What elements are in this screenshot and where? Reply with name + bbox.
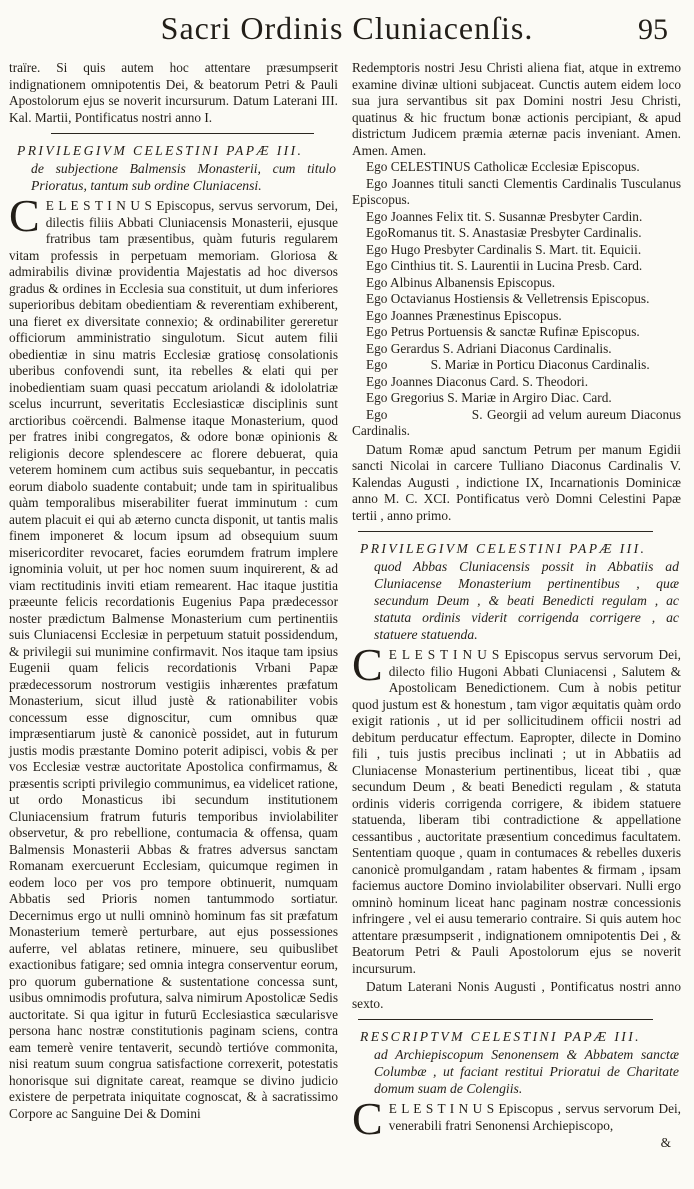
privilege2-body bbox=[352, 639, 681, 977]
signature-line: Ego Joannes Prænestinus Episcopus. bbox=[366, 307, 562, 323]
drop-cap-initial: C bbox=[9, 190, 40, 241]
privilege1-body-text: E L E S T I N U S Episcopus, servus servorum, Dei, dilectis filiis Abbati Cluniacensis Monasterii, ejusque fratribus tam præsentibus, quàm futuris regularem vitam professis in perpetuam memoriam. Gloriosa & admirabilis divinæ providentia Majestatis ad hoc diversos gradus & ordines in Ecclesia sua constituit, ut dum inferiores superioribus debitam obedientiam & reverentiam exhiberent, una fieret ex diversitate connexio; & ordinabiliter gereretur officiorum amministratio singulotum. Sicut autem filii obedientiæ in sinu matris Ecclesiæ gratiosę consolationis uberibus confovendi sunt, ita rebelles & elati qui per inobedientiam suam quasi peccatum ariolandi & idololatriæ scelus incurrunt, severitatis Ecclesiasticæ disciplinis sunt arctioribus coërcendi. Balmense itaque Monasterium, quod per fratres inibi congregatos, & odore bonæ opinionis & religionis decore splendescere ac florere debuerat, quia veterem hominem cum actibus suis sequebantur, in peccatis eorum diabolo suadente contabuit; unde tam in spiritualibus quàm temporalibus miserabiliter fuerat imminutum : cum autem placuit ei qui ab æterno cuncta disponit, ut tantis malis finem imponeret & locum ipsum ad obsequium suum misericorditer revocaret, facies eorumdem fratrum implere ignominia voluit, ut per hoc nomen suum inquirerent, & ad viam rectitudinis inviti etiam remearent. Hac itaque justitia præeunte felicis recordationis Eugenius Papa prædecessor noster prædictum Balmense Monasterium cum pertinentiis suis Cluniacensi Ecclesiæ in perpetuum statuit possidendum, & privilegii sui munimine confirmavit. Nos itaque tam ipsius Eugenii quam felicis recordationis Vrbani Papæ prædecessorum nostrorum vestigiis inhærentes præfatum Monasterium, sicut illud justè & rationabiliter vobis concessum esse dignoscitur, cum omnibus quæ impræsentiarum justè & canonicè possidet, aut in futurum justis modis præstante Domino poterit adipisci, vobis & per vos Ecclesiæ vestræ auctoritate Apostolica confirmamus, & præsentis scripti privilegio communimus, ea videlicet ratione, ut ordo Monasticus ibi secundum institutionem Cluniacensium fratrum futuris temporibus inviolabiliter observetur, & pro rebellione, contumacia & offensa, quam Balmensis Monasterii Abbas & fratres adversus sanctam Romanam exercuerunt Ecclesiam, quicumque regimen in eodem loco per vos pro tempore obtinuerit, numquam Abbatis sed Prioris nomen tantummodo sortiatur. Decernimus ergo ut nulli omninò hominum fas sit præfatum Monasterium temerè perturbare, aut ejus possessiones auferre, vel ablatas retinere, minuere, seu quibuslibet exactionibus fatigare; sed omnia integra conserventur eorum, pro quorum gubernatione & sustentatione concessa sunt, usibus omnimodis profutura, salva nimirum Apostolicæ Sedis auctoritate. Si qua igitur in futurū Ecclesiastica sæcularisve persona hanc nostræ constitutionis paginam sciens, contra eam temerè venire tentaverit, secundò tertióve commonita, nisi reatum suum congrua satisfactione correxerit, potestatis honorisque sui dignitate careat, reamque se divino judicio existere de perpetrata iniquitate cognoscat, & à sacratissimo Corpore ac Sanguine Dei & Domini bbox=[9, 198, 338, 1121]
signature-line: Ego Cinthius tit. S. Laurentii in Lucina Presb. Card. bbox=[366, 258, 643, 273]
privilege1-heading-caps: PRIVILEGIVM CELESTINI PAPÆ III. bbox=[17, 143, 304, 158]
signature-line: Ego Gerardus S. Adriani Diaconus Cardinalis. bbox=[366, 340, 612, 356]
signature-line: Ego Joannes Felix tit. S. Susannæ Presbyter Cardin. bbox=[366, 208, 643, 224]
signature-line: Ego Octavianus Hostiensis & Velletrensis Episcopus. bbox=[366, 291, 650, 306]
rescript-heading-caps: RESCRIPTVM CELESTINI PAPÆ III. bbox=[360, 1029, 641, 1044]
running-title: Sacri Ordinis Cluniacenſis. bbox=[160, 10, 534, 46]
right-column bbox=[352, 60, 681, 1152]
left-column bbox=[9, 60, 338, 1152]
rescript-body-text: E L E S T I N U S Episcopus , servus servorum Dei, venerabili fratri Senonensi Archiepiscopo, bbox=[388, 1101, 681, 1133]
rescript-heading bbox=[352, 1028, 681, 1097]
signature-line: Ego Hugo Presbyter Cardinalis S. Mart. tit. Equicii. bbox=[366, 241, 642, 257]
privilege2-heading-caps: PRIVILEGIVM CELESTINI PAPÆ III. bbox=[360, 541, 647, 556]
section-divider bbox=[358, 1019, 653, 1020]
privilege2-heading bbox=[352, 540, 681, 643]
section-divider bbox=[51, 133, 314, 134]
datum-paragraph: Datum Laterani Nonis Augusti , Pontificatus nostri anno sexto. bbox=[352, 979, 681, 1011]
paragraph-continuation: traïre. Si quis autem hoc attentare præsumpserit indignationem omnipotentis Dei, & beatorum Petri & Pauli Apostolorum ejus se noverit incursurum. Datum Laterani III. Kal. Martii, Pontificatus nostri anno I. bbox=[9, 60, 338, 125]
drop-cap-initial: C bbox=[352, 639, 383, 690]
drop-cap-initial: C bbox=[352, 1093, 383, 1144]
page-header bbox=[0, 0, 694, 58]
signature-line: EgoRomanus tit. S. Anastasiæ Presbyter Cardinalis. bbox=[366, 225, 642, 240]
section-divider bbox=[358, 531, 653, 532]
signature-line: Ego Petrus Portuensis & sanctæ Rufinæ Episcopus. bbox=[366, 324, 640, 339]
two-column-layout bbox=[0, 60, 694, 1152]
rescript-body bbox=[352, 1093, 681, 1144]
signature-line: Ego CELESTINUS Catholicæ Ecclesiæ Episcopus. bbox=[366, 159, 640, 174]
signature-line: Ego Joannes Diaconus Card. S. Theodori. bbox=[366, 373, 589, 389]
paragraph-continuation: Redemptoris nostri Jesu Christi aliena fiat, atque in extremo examine divinæ ultioni subjaceat. Cunctis autem eidem loco sua jura servantibus sit pax Domini nostri Jesu Christi, quatinus & hic fructum bonæ actionis percipiant, & apud districtum Judicem præmia æternæ pacis inveniant. Amen. Amen. Amen. bbox=[352, 60, 681, 158]
signature-line: Ego Gregorius S. Mariæ in Argiro Diac. Card. bbox=[366, 390, 612, 405]
privilege1-heading-subtitle: de subjectione Balmensis Monasterii, cum titulo Prioratus, tantum sub ordine Cluniacensi. bbox=[31, 161, 336, 193]
signature-line: Ego Joannes tituli sancti Clementis Cardinalis Tusculanus Episcopus. bbox=[352, 175, 681, 207]
signature-line: Ego S. Georgii ad velum aureum Diaconus Cardinalis. bbox=[352, 406, 681, 438]
rescript-heading-subtitle: ad Archiepiscopum Senonensem & Abbatem sanctæ Columbæ , ut faciant restitui Prioratui de Charitate domum suam de Colengiis. bbox=[374, 1047, 679, 1096]
signature-line: Ego S. Mariæ in Porticu Diaconus Cardinalis. bbox=[366, 357, 650, 372]
catchword: & bbox=[660, 1135, 671, 1150]
privilege2-body-text: E L E S T I N U S Episcopus servus servorum Dei, dilecto filio Hugoni Abbati Cluniacensi , Salutem & Apostolicam Benedictionem. Cum à nobis petitur quod justum est & honestum , tam vigor æquitatis quàm ordo exigit rationis , ut id per sollicitudinem officii nostri ad debitum perducatur effectum. Eapropter, dilecte in Domino fili , tuis justis precibus inclinati ; ut in Abbatiis ad Cluniacense Monasterium pertinentibus, liceat tibi , quæ secundum Deum , & beati Benedicti regulam , & statuta ordinis videris corrigenda corrigere, & ibidem statuere statuenda, liberam tibi contradictione & appellatione cessantibus , auctoritate præsentium concedimus facultatem. Sententiam quoque , quam in contumaces & rebelles duxeris canonicè promulgandam , ratam habentes & firmam , ipsam faciemus auctore Domino inviolabiliter observari. Nulli ergo omninò hominum liceat hanc paginam nostræ concessionis infringere , vel ei ausu temerario contraire. Si quis autem hoc attentare præsumpserit , indignationem omnipotentis Dei , & Beatorum Petri & Pauli Apostolorum ejus se noverit incursurum. bbox=[352, 647, 681, 976]
privilege2-heading-subtitle: quod Abbas Cluniacensis possit in Abbatiis ad Cluniacense Monasterium pertinentibus , quæ secundum Deum , & beati Benedicti regulam , ac statuta ordinis viderit corrigenda corrigere , ac statuere statuenda. bbox=[374, 559, 679, 642]
datum-paragraph: Datum Romæ apud sanctum Petrum per manum Egidii sancti Nicolai in carcere Tulliano Diaconus Cardinalis V. Kalendas Augusti , indictione IX, Incarnationis Dominicæ anno M. C. XCI. Pontificatus verò Domni Celestini Papæ tertii , anno primo. bbox=[352, 441, 681, 523]
privilege1-body bbox=[9, 190, 338, 1122]
page-number: 95 bbox=[638, 13, 668, 46]
privilege1-heading bbox=[9, 142, 338, 194]
signature-line: Ego Albinus Albanensis Episcopus. bbox=[366, 274, 556, 290]
